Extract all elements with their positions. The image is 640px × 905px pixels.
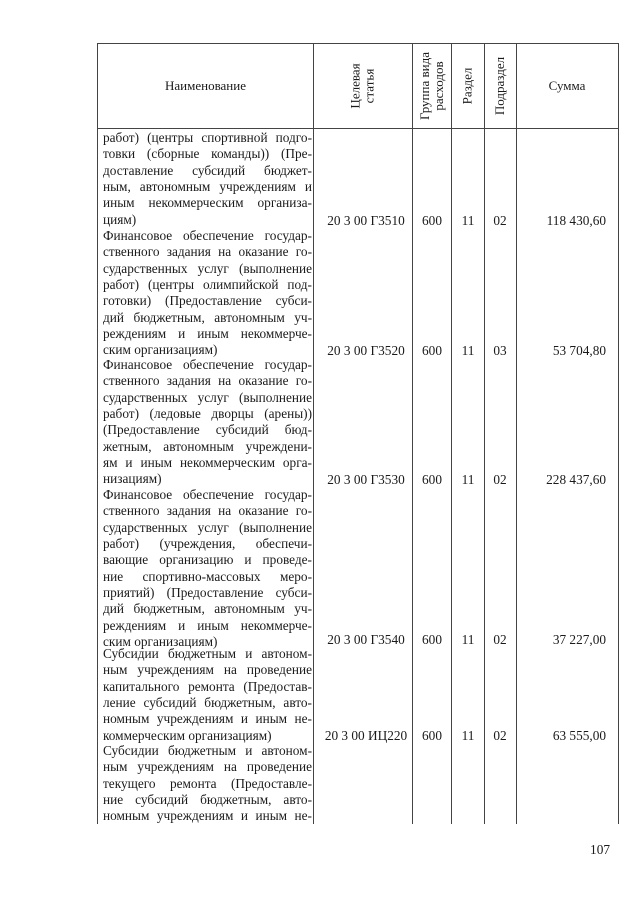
row-code: 20 3 00 Г3540 [327,632,405,647]
row-section: 11 [461,728,475,743]
row-code: 20 3 00 Г3510 [327,213,405,228]
row-name-text: Финансовое обеспечение государ- ственного задания на оказание го- сударственных услуг (выполнение работ) (центры олимпийской под- готовки) (Предоставление субси- дий бюджетным, автономным уч- реждениям и иным некоммерче- ским организациям) [103,228,312,358]
row-section: 11 [461,632,475,647]
header-subsection: Подраздел [492,56,508,116]
row-amount: 228 437,60 [546,472,606,487]
row-group: 600 [422,343,442,358]
header-name: Наименование [165,78,246,93]
row-amount: 53 704,80 [552,343,606,358]
column-divider [484,44,485,824]
row-name-text: Субсидии бюджетным и автоном- ным учреждениям на проведение капитального ремонта (Предостав- ление субсидий бюджетным, авто- номным учреждениям и иным не- коммерческим организациям) [103,646,312,743]
header-group-line1: Группа вида [416,52,432,120]
header-group [412,44,451,128]
row-name-text: работ) (центры спортивной подго- товки (сборные команды)) (Пре- доставление субсидий бюджет- ным, автономным учреждениям и иным некоммерческим организа- циям) [103,130,312,227]
header-code [313,44,412,128]
row-amount: 118 430,60 [546,213,606,228]
row-group: 600 [422,472,442,487]
row-code: 20 3 00 Г3530 [327,472,405,487]
row-subsection: 02 [493,728,507,743]
row-code: 20 3 00 ИЦ220 [324,728,408,743]
row-subsection: 03 [493,343,507,358]
header-code-line1: Целевая [347,63,363,109]
row-name-text: Финансовое обеспечение государ- ственного задания на оказание го- сударственных услуг (выполнение работ) (ледовые дворцы (арены)) (Предоставление субсидий бюд- жетным, автономным учреждени- ям и иным некоммерческим орга- низациям) [103,357,312,487]
column-divider [313,44,314,824]
row-group: 600 [422,728,442,743]
row-name-text: Финансовое обеспечение государ- ственного задания на оказание го- сударственных услуг (выполнение работ) (учреждения, обеспечи- вающие организацию и проведе- ние спортивно-массовых меро- приятий) (Предоставление субси- дий бюджетным, автономным уч- реждениям и иным некоммерче- ским организациям) [103,487,312,650]
row-code: 20 3 00 Г3520 [327,343,405,358]
row-section: 11 [461,472,475,487]
column-divider [412,44,413,824]
column-divider [451,44,452,824]
row-section: 11 [461,213,475,228]
row-subsection: 02 [493,213,507,228]
row-subsection: 02 [493,472,507,487]
row-amount: 63 555,00 [552,728,606,743]
row-amount: 37 227,00 [552,632,606,647]
header-divider [98,128,618,129]
row-group: 600 [422,213,442,228]
column-divider [516,44,517,824]
page-number: 107 [590,842,610,857]
row-name-text: Субсидии бюджетным и автоном- ным учреждениям на проведение текущего ремонта (Предоставле- ние субсидий бюджетным, авто- номным учреждениям и иным не- [103,743,312,824]
row-section: 11 [461,343,475,358]
header-code-line2: статья [361,68,377,104]
row-group: 600 [422,632,442,647]
header-group-line2: расходов [430,61,446,111]
header-section: Раздел [459,67,475,105]
header-amount: Сумма [548,78,586,93]
row-subsection: 02 [493,632,507,647]
